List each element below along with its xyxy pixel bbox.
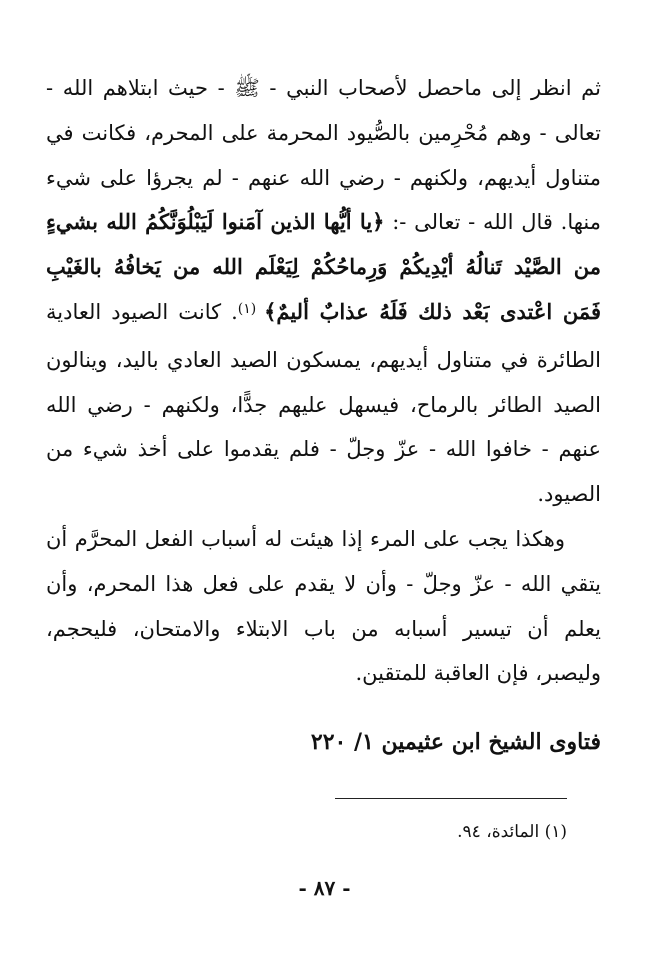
footnote: (١) المائدة، ٩٤. <box>457 822 567 842</box>
quran-verse: ﴿يا أيُّها الذين آمَنوا لَيَبْلُوَنَّكُمُ الله بشيءٍ من الصَّيْد تَنالُهُ أيْدِيكُمْ وَرِماحُكُمْ لِيَعْلَم الله من يَخافُهُ بالغَيْبِ فَمَن اعْتدى بَعْد ذلك فَلَهُ عذابٌ أليمٌ﴾ <box>46 209 602 324</box>
footnote-reference: (١) <box>237 300 265 317</box>
paragraph-1-text: ثم انظر إلى ماحصل لأصحاب النبي - ﷺ - حيث ابتلاهم الله - تعالى - وهم مُحْرِمين بالصُّيود المحرمة على المحرم، فكانت في متناول أيديهم، ولكنهم - رضي الله عنهم - لم يجرؤا على شيء منها. قال الله - تعالى -: <box>46 76 601 235</box>
paragraph-2 <box>46 517 601 696</box>
source-citation: فتاوى الشيخ ابن عثيمين ١/ ٢٢٠ <box>310 729 601 755</box>
footnote-divider <box>335 798 567 799</box>
paragraph-2-text: وهكذا يجب على المرء إذا هيئت له أسباب الفعل المحرَّم أن يتقي الله - عزّ وجلّ - وأن لا يقدم على فعل هذا المحرم، وأن يعلم أن تيسير أسبابه من باب الابتلاء والامتحان، فليحجم، وليصبر، فإن العاقبة للمتقين. <box>46 526 601 686</box>
page-number: - ٨٧ - <box>298 876 351 900</box>
paragraph-1 <box>46 66 601 517</box>
body-text <box>46 66 601 696</box>
paragraph-1-continuation: . كانت الصيود العادية الطائرة في متناول أيديهم، يمسكون الصيد العادي باليد، وينالون الصيد الطائر بالرماح، فيسهل عليهم جدًّا، ولكنهم - رضي الله عنهم - خافوا الله - عزّ وجلّ - فلم يقدموا على أخذ شيء من الصيود. <box>46 299 601 507</box>
